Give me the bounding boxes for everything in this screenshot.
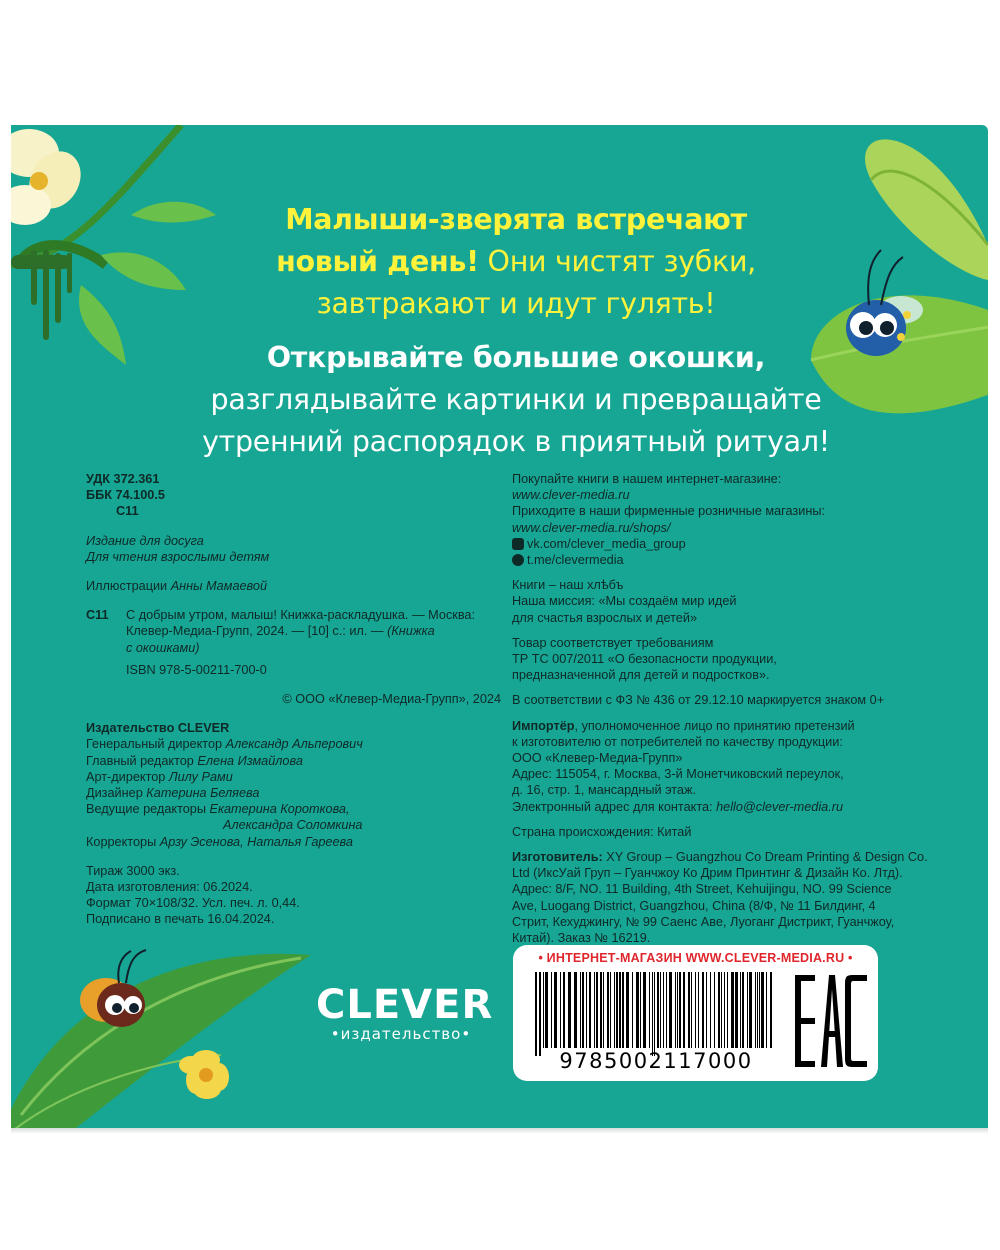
importer-5: д. 16, стр. 1, мансардный этаж. xyxy=(512,783,697,798)
udk: УДК 372.361 xyxy=(86,472,160,486)
flower-bottom xyxy=(179,1050,229,1099)
headline-line2: Они чистят зубки, xyxy=(478,245,756,278)
bug-character xyxy=(80,950,146,1027)
barcode-bar xyxy=(731,972,734,1048)
barcode-bar xyxy=(539,972,541,1056)
barcode-bar xyxy=(718,972,720,1048)
barcode-bar xyxy=(643,972,646,1048)
barcode-bar xyxy=(669,972,672,1048)
correctors: Корректоры Арзу Эсенова, Наталья Гареева xyxy=(86,834,353,849)
motto-2: Наша миссия: «Мы создаём мир идей xyxy=(512,594,737,609)
telegram-icon xyxy=(512,554,524,566)
importer-2: к изготовителю от потребителей по качеству продукции: xyxy=(512,734,843,749)
barcode-bar xyxy=(695,972,696,1048)
headline-line2-bold: новый день! xyxy=(276,245,479,278)
barcode-bar xyxy=(589,972,591,1048)
biblio-line1: С добрым утром, малыш! Книжка-раскладушка. — Москва: xyxy=(126,608,476,623)
imprint-left xyxy=(86,471,506,928)
barcode-bar xyxy=(649,972,650,1048)
barcode-bar xyxy=(622,972,624,1048)
tr-3: предназначенной для детей и подростков». xyxy=(512,668,770,683)
code: С11 xyxy=(116,504,139,519)
importer-1: Импортёр, уполномоченное лицо по принятию претензий xyxy=(512,718,855,733)
barcode-bar xyxy=(543,972,544,1048)
staff-3: Дизайнер Катерина Беляева xyxy=(86,786,260,801)
shops-text: Приходите в наши фирменные розничные магазины: xyxy=(512,504,825,519)
publisher: Издательство CLEVER xyxy=(86,721,230,736)
manufacturer-1: Изготовитель: XY Group – Guangzhou Co Dream Printing & Design Co. xyxy=(512,850,928,865)
barcode-bar xyxy=(616,972,618,1048)
headline-line1: Малыши-зверята встречают xyxy=(285,203,747,236)
barcode-bar xyxy=(574,972,577,1048)
copyright: © ООО «Клевер-Медиа-Групп», 2024 xyxy=(282,692,501,707)
barcode-box xyxy=(513,945,878,1081)
barcode-bar xyxy=(702,972,704,1048)
imprint-right xyxy=(512,471,932,946)
headline-line5: разглядывайте картинки и превращайте xyxy=(210,383,822,416)
barcode-bar xyxy=(607,972,609,1048)
cover-panel xyxy=(11,125,988,1132)
importer-3: ООО «Клевер-Медиа-Групп» xyxy=(512,751,683,766)
flower-top-left xyxy=(11,129,91,225)
barcode-bar xyxy=(747,972,748,1048)
barcode-bar xyxy=(749,972,752,1048)
barcode-bar xyxy=(740,972,741,1048)
barcode-bar xyxy=(582,972,584,1048)
bbk: ББК 74.100.5 xyxy=(86,488,165,503)
barcode-bar xyxy=(688,972,690,1048)
logo-main: CLEVER xyxy=(316,982,494,1028)
headline-block-1 xyxy=(201,199,831,325)
barcode-bar xyxy=(691,972,692,1048)
barcode-bar xyxy=(742,972,744,1048)
barcode-bar xyxy=(563,972,565,1048)
edition-1: Издание для досуга xyxy=(86,533,204,548)
barcode-bar xyxy=(724,972,725,1048)
barcode-bar xyxy=(619,972,621,1048)
headline-line3: завтракают и идут гулять! xyxy=(316,287,716,320)
buy-text: Покупайте книги в нашем интернет-магазине: xyxy=(512,472,782,486)
barcode-bar xyxy=(560,972,561,1048)
barcode-bar xyxy=(554,972,557,1048)
print-1: Дата изготовления: 06.2024. xyxy=(86,880,253,895)
eac-mark xyxy=(795,975,867,1067)
print-3: Подписано в печать 16.04.2024. xyxy=(86,912,275,927)
manufacturer-5: Стрит, Кехуджингу, № 99 Саенс Аве, Луоганг Дистрикт, Гуанчжоу, xyxy=(512,914,895,929)
barcode-bar xyxy=(600,972,602,1048)
shops-link[interactable]: www.clever-media.ru/shops/ xyxy=(512,520,671,535)
manufacturer-3: Адрес: 8/F, NO. 11 Building, 4th Street, Kehuijingu, NO. 99 Science xyxy=(512,882,892,897)
barcode-bar xyxy=(580,972,581,1048)
barcode-bar xyxy=(614,972,615,1048)
barcode-bar xyxy=(766,972,767,1048)
staff-2: Арт-директор Лилу Рами xyxy=(86,769,233,784)
motto-1: Книги – наш хлѣбъ xyxy=(512,578,624,593)
barcode-bar xyxy=(535,972,537,1056)
email-link[interactable]: hello@clever-media.ru xyxy=(716,799,843,814)
barcode-bar xyxy=(660,972,661,1048)
barcode-bar xyxy=(721,972,722,1048)
barcode-bar xyxy=(610,972,611,1048)
importer-4: Адрес: 115054, г. Москва, 3-й Монетчиковский переулок, xyxy=(512,767,844,782)
barcode-bar xyxy=(755,972,756,1048)
staff-extra: Александра Соломкина xyxy=(223,818,363,833)
tr-1: Товар соответствует требованиям xyxy=(512,635,714,650)
barcode-bar xyxy=(698,972,699,1048)
barcode-bar xyxy=(757,972,758,1048)
barcode-bar xyxy=(652,972,653,1056)
barcode-bar xyxy=(654,972,655,1056)
vk-link[interactable]: vk.com/clever_media_group xyxy=(512,536,932,552)
barcode-bar xyxy=(759,972,760,1048)
motto-3: для счастья взрослых и детей» xyxy=(512,610,698,625)
barcode-bar xyxy=(675,972,676,1048)
telegram-link[interactable]: t.me/clevermedia xyxy=(512,552,932,568)
barcode-bar xyxy=(636,972,639,1048)
print-0: Тираж 3000 экз. xyxy=(86,863,180,878)
barcode-bar xyxy=(735,972,738,1048)
barcode-bar xyxy=(632,972,633,1048)
barcode-bar xyxy=(626,972,629,1048)
manufacturer-2: Ltd (ИксУай Груп – Гуанчжоу Ко Дрим Принтинг & Дизайн Ко. Лтд). xyxy=(512,866,903,881)
biblio-line3: с окошками) xyxy=(126,640,200,655)
staff-1: Главный редактор Елена Измайлова xyxy=(86,753,303,768)
illustrator: Иллюстрации Анны Мамаевой xyxy=(86,579,268,594)
biblio-code: С11 xyxy=(86,608,109,623)
vk-icon xyxy=(512,538,524,550)
barcode-bar xyxy=(551,972,552,1048)
manufacturer-4: Ave, Luogang District, Guangzhou, China (8/Ф, № 11 Билдинг, 4 xyxy=(512,898,876,913)
panel-shadow xyxy=(11,1128,988,1134)
headline-block-2 xyxy=(181,337,851,463)
email: Электронный адрес для контакта: hello@clever-media.ru xyxy=(512,799,843,814)
barcode-bar xyxy=(545,972,548,1048)
barcode-bar xyxy=(679,972,681,1048)
barcode-bar xyxy=(683,972,685,1048)
barcode-bar xyxy=(640,972,641,1048)
logo-sub: •издательство• xyxy=(330,1025,472,1043)
barcode-bar xyxy=(568,972,571,1048)
barcode-bar xyxy=(603,972,604,1048)
bibliography xyxy=(86,607,506,678)
staff-4: Ведущие редакторы Екатерина Короткова, xyxy=(86,802,350,817)
manufacturer-6: Китай). Заказ № 16219. xyxy=(512,931,651,946)
barcode-bar xyxy=(770,972,772,1048)
barcode-bar xyxy=(710,972,711,1048)
print-2: Формат 70×108/32. Усл. печ. л. 0,44. xyxy=(86,896,300,911)
leaf-bottom-left xyxy=(11,954,311,1132)
isbn: ISBN 978-5-00211-700-0 xyxy=(126,662,267,677)
tr-2: ТР ТС 007/2011 «О безопасности продукции, xyxy=(512,652,777,667)
edition-2: Для чтения взрослыми детям xyxy=(86,549,270,564)
barcode-bar xyxy=(596,972,598,1048)
barcode-bar xyxy=(594,972,595,1048)
barcode-bar xyxy=(727,972,728,1048)
shop-label[interactable]: • ИНТЕРНЕТ-МАГАЗИН WWW.CLEVER-MEDIA.RU • xyxy=(538,951,853,965)
headline-line4: Открывайте большие окошки, xyxy=(266,341,766,374)
barcode-bar xyxy=(666,972,667,1048)
barcode-bar xyxy=(663,972,664,1048)
staff-0: Генеральный директор Александр Альперович xyxy=(86,737,363,752)
clever-logo xyxy=(316,982,494,1043)
biblio-line2: Клевер-Медиа-Групп, 2024. — [10] с.: ил. — (Книжка xyxy=(126,624,435,639)
headline-line6: утренний распорядок в приятный ритуал! xyxy=(202,425,830,458)
barcode-bar xyxy=(677,972,678,1048)
barcode-bar xyxy=(657,972,659,1048)
fz-text: В соответствии с ФЗ № 436 от 29.12.10 маркируется знаком 0+ xyxy=(512,693,885,708)
barcode-bar xyxy=(714,972,715,1048)
barcode xyxy=(531,972,781,1056)
barcode-bar xyxy=(761,972,764,1048)
origin: Страна происхождения: Китай xyxy=(512,824,692,839)
barcode-bar xyxy=(706,972,707,1048)
barcode-bar xyxy=(586,972,587,1048)
moss-drips xyxy=(11,250,72,340)
site-link[interactable]: www.clever-media.ru xyxy=(512,488,630,503)
barcode-number: 9785002117000 xyxy=(559,1049,753,1073)
